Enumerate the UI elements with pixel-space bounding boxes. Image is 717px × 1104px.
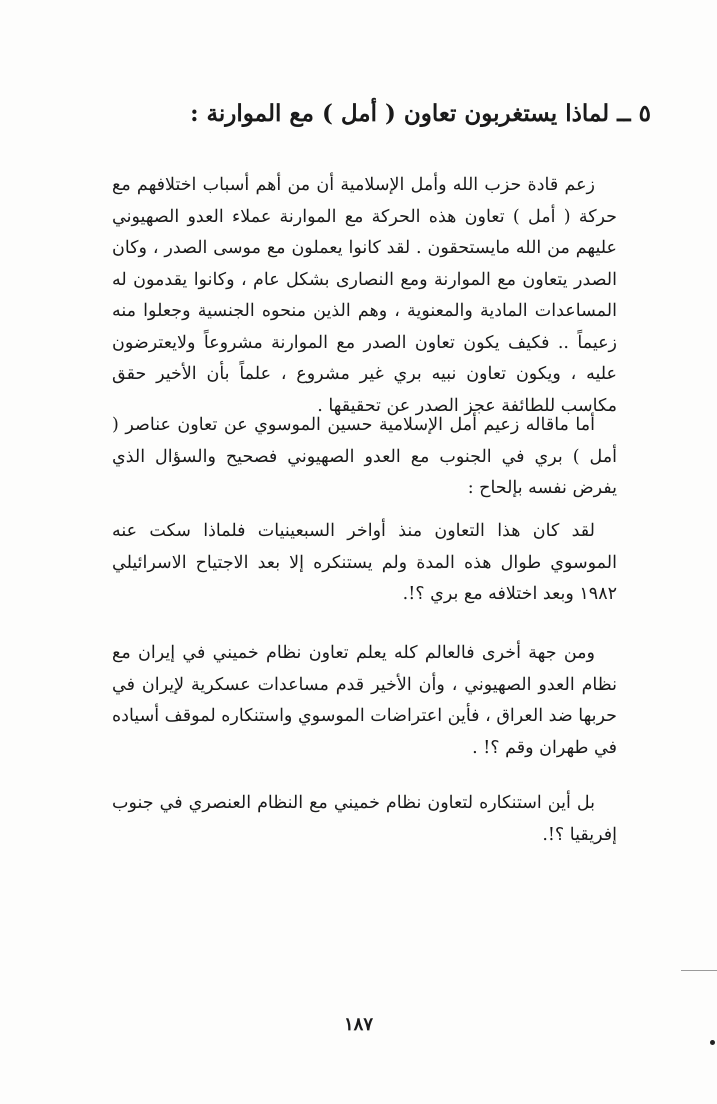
paragraph bbox=[112, 170, 617, 422]
page-number: ١٨٧ bbox=[343, 1014, 373, 1035]
section-heading: ٥ ــ لماذا يستغربون تعاون ( أمل ) مع الموارنة : bbox=[190, 100, 651, 127]
paragraph-text: بل أين استنكاره لتعاون نظام خميني مع النظام العنصري في جنوب إفريقيا ؟!. bbox=[112, 793, 617, 845]
paragraph-text: ومن جهة أخرى فالعالم كله يعلم تعاون نظام خميني في إيران مع نظام العدو الصهيوني ، وأن الأخير قدم مساعدات عسكرية لإيران في حربها ضد العراق ، فأين اعتراضات الموسوي واستنكاره لموقف أسياده في طهران وقم ؟! . bbox=[112, 643, 617, 758]
scan-edge-mark bbox=[710, 1040, 715, 1045]
scan-margin-line bbox=[681, 970, 717, 971]
paragraph bbox=[112, 638, 617, 764]
paragraph bbox=[112, 788, 617, 851]
paragraph-text: زعم قادة حزب الله وأمل الإسلامية أن من أهم أسباب اختلافهم مع حركة ( أمل ) تعاون هذه الحركة مع الموارنة عملاء العدو الصهيوني عليهم من الله مايستحقون . لقد كانوا يعملون مع موسى الصدر ، وكان الصدر يتعاون مع الموارنة ومع النصارى بشكل عام ، وكانوا يقدمون له المساعدات المادية والمعنوية ، وهم الذين منحوه الجنسية وجعلوا منه زعيماً .. فكيف يكون تعاون الصدر مع الموارنة مشروعاً ولايعترضون عليه ، ويكون تعاون نبيه بري غير مشروع ، علماً بأن الأخير حقق مكاسب للطائفة عجز الصدر عن تحقيقها . bbox=[112, 175, 617, 416]
paragraph bbox=[112, 516, 617, 611]
paragraph bbox=[112, 410, 617, 505]
paragraph-text: لقد كان هذا التعاون منذ أواخر السبعينيات فلماذا سكت عنه الموسوي طوال هذه المدة ولم يستنكره إلا بعد الاجتياح الاسرائيلي ١٩٨٢ وبعد اختلافه مع بري ؟!. bbox=[112, 521, 617, 604]
paragraph-text: أما ماقاله زعيم أمل الإسلامية حسين الموسوي عن تعاون عناصر ( أمل ) بري في الجنوب مع العدو الصهيوني فصحيح والسؤال الذي يفرض نفسه بإلحاح : bbox=[112, 415, 617, 498]
